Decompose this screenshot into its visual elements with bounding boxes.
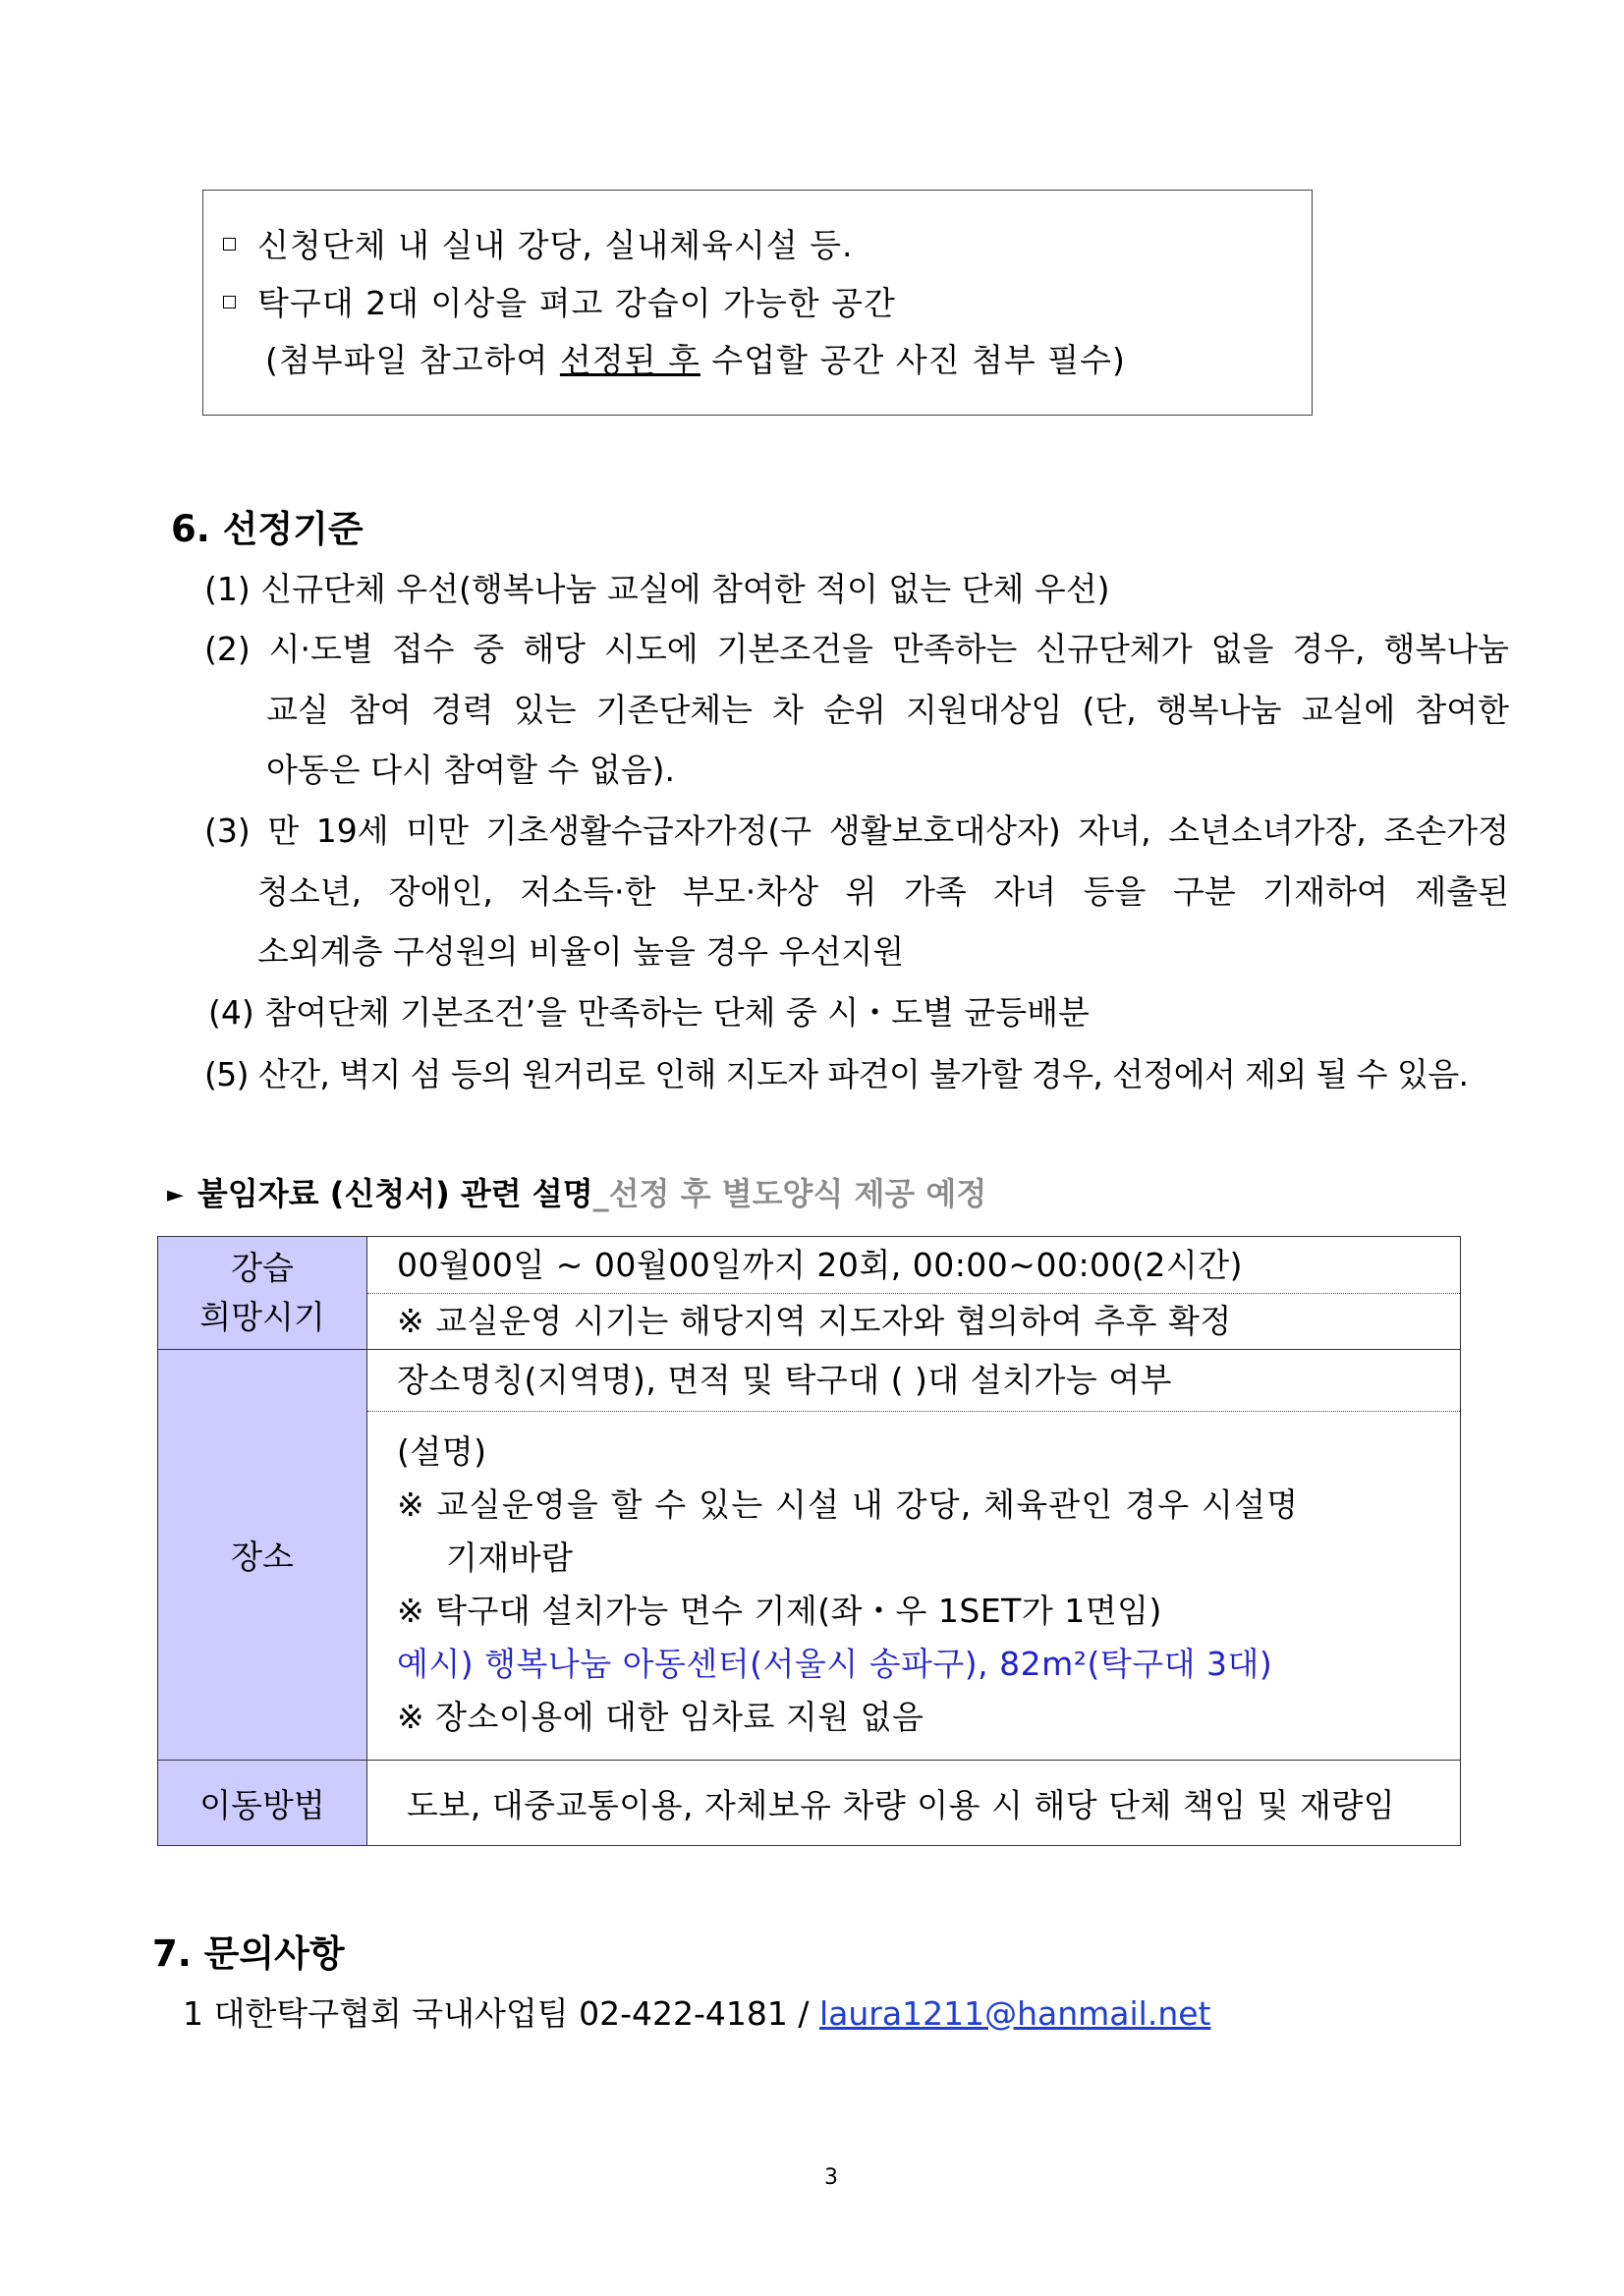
schedule-header-cell: 강습 희망시기: [158, 1237, 367, 1350]
box-line-2: 탁구대 2대 이상을 펴고 강습이 가능한 공간: [223, 278, 896, 324]
underlined-text: 선정된 후: [559, 341, 700, 379]
criteria-item-3-line-2: 청소년, 장애인, 저소득·한 부모·차상 위 가족 자녀 등을 구분 기재하여 제출된: [257, 872, 1509, 911]
criteria-item-2-line-1: (2) 시·도별 접수 중 해당 시도에 기본조건을 만족하는 신규단체가 없을 경우, 행복나눔: [204, 630, 1509, 668]
email-link[interactable]: laura1211@hanmail.net: [819, 1994, 1211, 2033]
attachment-title: ► 붙임자료 (신청서) 관련 설명_선정 후 별도양식 제공 예정: [167, 1175, 987, 1212]
attachment-subtitle: _선정 후 별도양식 제공 예정: [592, 1175, 987, 1212]
table-row-schedule: [158, 1237, 1461, 1350]
location-description: (설명) ※ 교실운영을 할 수 있는 시설 내 강당, 체육관인 경우 시설명 기재바람 ※ 탁구대 설치가능 면수 기제(좌・우 1SET가 1면임) 예시) 행복나눔 아동센터(서울시 송파구), 82m²(탁구대 3대) ※ 장소이용에 대한 임차료 지원 없음: [367, 1412, 1460, 1760]
location-header-cell: 장소: [158, 1350, 367, 1761]
contact-line: 1 대한탁구협회 국내사업팀 02-422-4181 / laura1211@hanmail.net: [183, 1994, 1211, 2033]
section-7-title: 7. 문의사항: [152, 1932, 345, 1975]
criteria-item-1: (1) 신규단체 우선(행복나눔 교실에 참여한 적이 없는 단체 우선): [204, 570, 1110, 608]
page-number: 3: [824, 2165, 838, 2190]
box-line-3: (첨부파일 참고하여 선정된 후 수업할 공간 사진 첨부 필수): [265, 341, 1126, 379]
location-content-cell: 장소명칭(지역명), 면적 및 탁구대 ( )대 설치가능 여부 (설명) ※ 교실운영을 할 수 있는 시설 내 강당, 체육관인 경우 시설명 기재바람 ※ 탁구대 설치가능 면수 기제(좌・우 1SET가 1면임) 예시) 행복나눔 아동센터(서울시 송파구), 82m²(탁구대 3대) ※ 장소이용에 대한 임차료 지원 없음: [367, 1350, 1461, 1761]
attachment-info-table: [157, 1236, 1461, 1846]
square-bullet-icon: [223, 238, 236, 251]
criteria-item-3-line-3: 소외계층 구성원의 비율이 높을 경우 우선지원: [257, 932, 905, 971]
square-bullet-icon: [223, 296, 236, 308]
transport-header-cell: 이동방법: [158, 1761, 367, 1846]
transport-content-cell: 도보, 대중교통이용, 자체보유 차량 이용 시 해당 단체 책임 및 재량임: [367, 1761, 1461, 1846]
location-example: 예시) 행복나눔 아동센터(서울시 송파구), 82m²(탁구대 3대): [397, 1645, 1273, 1683]
section-6-title: 6. 선정기준: [171, 508, 364, 550]
schedule-content-cell: 00월00일 ~ 00월00일까지 20회, 00:00~00:00(2시간) ※ 교실운영 시기는 해당지역 지도자와 협의하여 추후 확정: [367, 1237, 1461, 1350]
box-line-1: 신청단체 내 실내 강당, 실내체육시설 등.: [223, 220, 853, 266]
criteria-item-4: (4) 참여단체 기본조건’을 만족하는 단체 중 시・도별 균등배분: [208, 993, 1090, 1032]
criteria-item-2-line-3: 아동은 다시 참여할 수 없음).: [266, 751, 675, 789]
criteria-item-5: (5) 산간, 벽지 섬 등의 원거리로 인해 지도자 파견이 불가할 경우, 선정에서 제외 될 수 있음.: [204, 1055, 1469, 1093]
triangle-bullet-icon: ►: [167, 1183, 184, 1207]
criteria-item-2-line-2: 교실 참여 경력 있는 기존단체는 차 순위 지원대상임 (단, 행복나눔 교실에 참여한: [266, 691, 1509, 729]
criteria-item-3-line-1: (3) 만 19세 미만 기초생활수급자가정(구 생활보호대상자) 자녀, 소년소녀가장, 조손가정: [204, 812, 1509, 850]
table-row-transport: [158, 1761, 1461, 1846]
table-row-location: [158, 1350, 1461, 1761]
location-requirement-box: [202, 190, 1313, 416]
